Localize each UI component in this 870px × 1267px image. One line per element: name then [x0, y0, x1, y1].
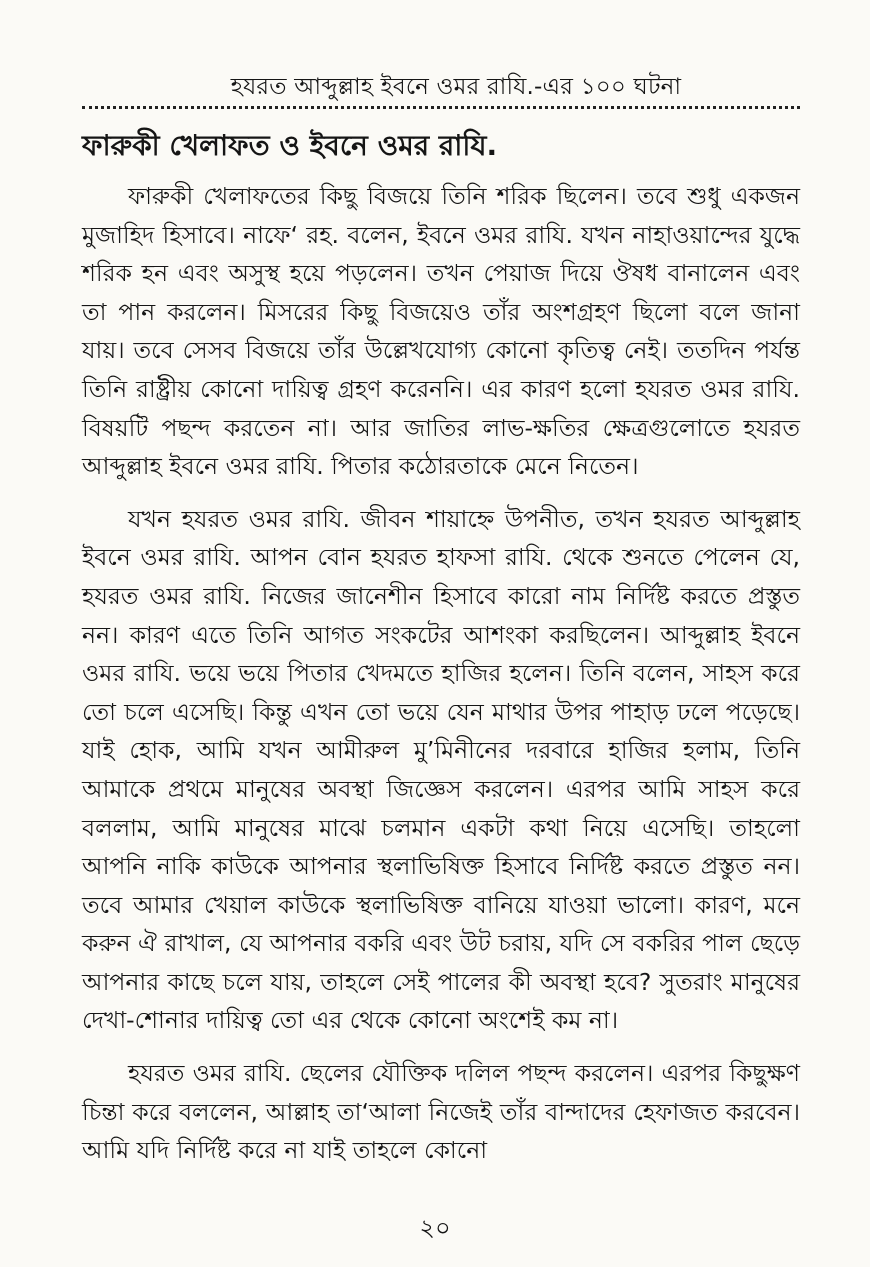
paragraph-3: হযরত ওমর রাযি. ছেলের যৌক্তিক দলিল পছন্দ করলেন। এরপর কিছুক্ষণ চিন্তা করে বললেন, আল্লাহ তা‘আলা নিজেই তাঁর বান্দাদের হেফাজত করবেন। আমি যদি নির্দিষ্ট করে না যাই তাহলে কোনো	[82, 1059, 800, 1165]
body-text	[82, 177, 800, 1170]
page-number: ২০	[419, 1214, 451, 1242]
section-title: ফারুকী খেলাফত ও ইবনে ওমর রাযি.	[82, 129, 498, 162]
header-divider	[82, 106, 800, 109]
paragraph-1: ফারুকী খেলাফতের কিছু বিজয়ে তিনি শরিক ছিলেন। তবে শুধু একজন মুজাহিদ হিসাবে। নাফে‘ রহ. বলেন, ইবনে ওমর রাযি. যখন নাহাওয়ান্দের যুদ্ধে শরিক হন এবং অসুস্থ হয়ে পড়লেন। তখন পেয়াজ দিয়ে ঔষধ বানালেন এবং তা পান করলেন। মিসরের কিছু বিজয়েও তাঁর অংশগ্রহণ ছিলো বলে জানা যায়। তবে সেসব বিজয়ে তাঁর উল্লেখযোগ্য কোনো কৃতিত্ব নেই। ততদিন পর্যন্ত তিনি রাষ্ট্রীয় কোনো দায়িত্ব গ্রহণ করেননি। এর কারণ হলো হযরত ওমর রাযি. বিষয়টি পছন্দ করতেন না। আর জাতির লাভ-ক্ষতির ক্ষেত্রগুলোতে হযরত আব্দুল্লাহ ইবনে ওমর রাযি. পিতার কঠোরতাকে মেনে নিতেন।	[82, 182, 800, 481]
running-header: হযরত আব্দুল্লাহ ইবনে ওমর রাযি.-এর ১০০ ঘটনা	[230, 74, 682, 100]
paragraph-2: যখন হযরত ওমর রাযি. জীবন শায়াহ্নে উপনীত, তখন হযরত আব্দুল্লাহ ইবনে ওমর রাযি. আপন বোন হযরত হাফসা রাযি. থেকে শুনতে পেলেন যে, হযরত ওমর রাযি. নিজের জানেশীন হিসাবে কারো নাম নির্দিষ্ট করতে প্রস্তুত নন। কারণ এতে তিনি আগত সংকটের আশংকা করছিলেন। আব্দুল্লাহ ইবনে ওমর রাযি. ভয়ে ভয়ে পিতার খেদমতে হাজির হলেন। তিনি বলেন, সাহস করে তো চলে এসেছি। কিন্তু এখন তো ভয়ে যেন মাথার উপর পাহাড় ঢলে পড়েছে। যাই হোক, আমি যখন আমীরুল মু’মিনীনের দরবারে হাজির হলাম, তিনি আমাকে প্রথমে মানুষের অবস্থা জিজ্ঞেস করলেন। এরপর আমি সাহস করে বললাম, আমি মানুষের মাঝে চলমান একটা কথা নিয়ে এসেছি। তাহলো আপনি নাকি কাউকে আপনার স্থলাভিষিক্ত হিসাবে নির্দিষ্ট করতে প্রস্তুত নন। তবে আমার খেয়াল কাউকে স্থলাভিষিক্ত বানিয়ে যাওয়া ভালো। কারণ, মনে করুন ঐ রাখাল, যে আপনার বকরি এবং উট চরায়, যদি সে বকরির পাল ছেড়ে আপনার কাছে চলে যায়, তাহলে সেই পালের কী অবস্থা হবে? সুতরাং মানুষের দেখা-শোনার দায়িত্ব তো এর থেকে কোনো অংশেই কম না।	[82, 504, 800, 1035]
